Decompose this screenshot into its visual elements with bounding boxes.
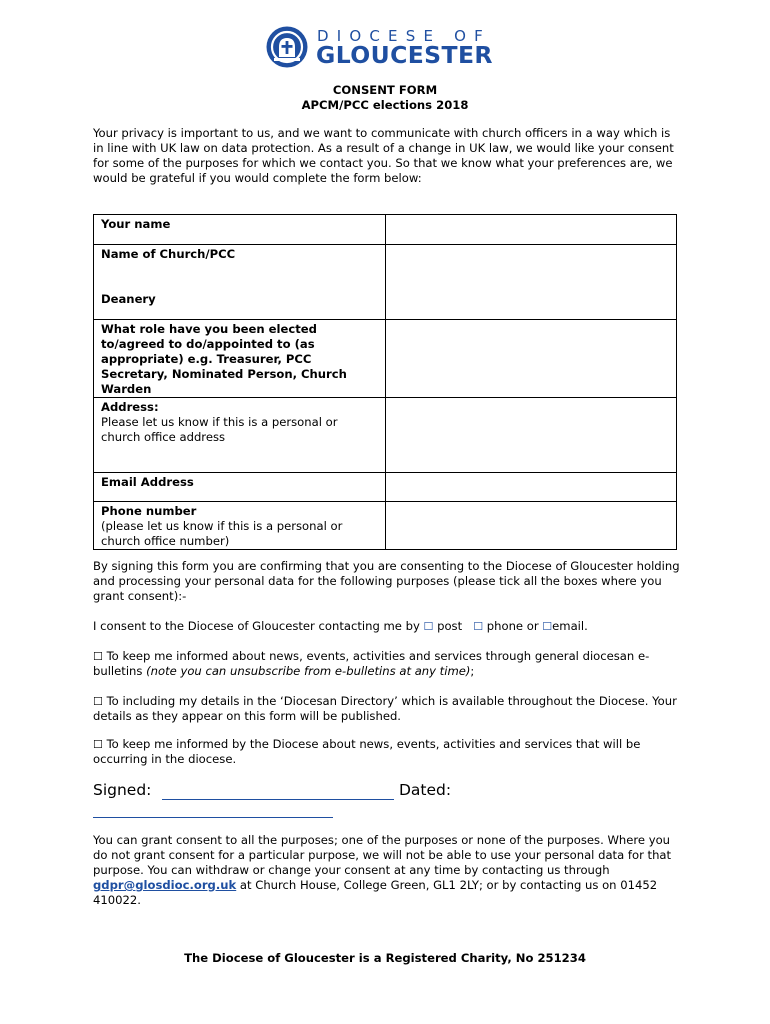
role-field[interactable] <box>386 320 677 398</box>
post-label: post <box>437 619 463 633</box>
church-deanery-label <box>94 245 386 320</box>
phone-note: (please let us know if this is a personal or church office number) <box>101 519 343 548</box>
news-note: (note you can unsubscribe from e-bulletins at any time) <box>146 664 471 678</box>
intro-paragraph: Your privacy is important to us, and we want to communicate with church officers in a way which is in line with UK law on data protection. As a result of a change in UK law, we would like your consent for some of the purposes for which we contact you. So that we know what your preferences are, we would be grateful if you would complete the form below: <box>93 126 674 185</box>
address-label-cell <box>94 398 386 473</box>
phone-label: Phone number <box>101 504 197 518</box>
closing-text-after: at Church House, College Green, GL1 2LY; or by contacting us on 01452 410022. <box>93 878 658 907</box>
diocese-news-checkbox[interactable]: ☐ <box>93 738 103 751</box>
your-name-label: Your name <box>94 215 386 245</box>
diocese-seal-icon <box>265 25 309 69</box>
charity-footer: The Diocese of Gloucester is a Registered Charity, No 251234 <box>184 951 586 965</box>
table-row <box>94 398 677 473</box>
table-row <box>94 473 677 502</box>
address-field[interactable] <box>386 398 677 473</box>
closing-text-before: You can grant consent to all the purposes; one of the purposes or none of the purposes. Where you do not grant consent for a particular purpose, we will not be able to use your personal data for that purpose. You can withdraw or change your consent at any time by contacting us through <box>93 833 672 877</box>
phone-checkbox[interactable]: ☐ <box>473 620 484 633</box>
directory-text: To including my details in the ‘Diocesan Directory’ which is available throughout the Diocese. Your details as they appear on this form will be published. <box>93 694 677 723</box>
phone-option-label: phone or <box>486 619 539 633</box>
table-row <box>94 502 677 550</box>
your-name-field[interactable] <box>386 215 677 245</box>
diocese-logo <box>265 24 515 72</box>
form-title: CONSENT FORM <box>332 83 438 97</box>
address-note: Please let us know if this is a personal or church office address <box>101 415 338 444</box>
date-line[interactable] <box>93 817 333 818</box>
option-diocese-news <box>93 737 683 767</box>
option-directory <box>93 694 683 724</box>
table-row <box>94 320 677 398</box>
consent-contact-prefix: I consent to the Diocese of Gloucester contacting me by <box>93 619 420 633</box>
signed-label: Signed: <box>93 781 152 799</box>
phone-label-cell <box>94 502 386 550</box>
personal-details-table <box>93 214 677 550</box>
email-checkbox[interactable]: ☐ <box>542 620 553 633</box>
role-label: What role have you been elected to/agreed to do/appointed to (as appropriate) e.g. Treasurer, PCC Secretary, Nominated Person, Church Warden <box>94 320 386 398</box>
post-checkbox[interactable]: ☐ <box>423 620 434 633</box>
email-option-label: email. <box>552 619 588 633</box>
email-label: Email Address <box>94 473 386 502</box>
church-label: Name of Church/PCC <box>101 247 236 261</box>
logo-text-gloucester: GLOUCESTER <box>316 41 493 69</box>
phone-field[interactable] <box>386 502 677 550</box>
email-field[interactable] <box>386 473 677 502</box>
diocese-news-text: To keep me informed by the Diocese about news, events, activities and services that will be occurring in the diocese. <box>93 737 641 766</box>
address-label: Address: <box>101 400 159 414</box>
gdpr-email-link[interactable]: gdpr@glosdioc.org.uk <box>93 878 237 892</box>
logo-text-diocese-of: DIOCESE OF <box>317 27 491 45</box>
signature-line[interactable] <box>162 799 394 800</box>
dated-label: Dated: <box>399 781 452 799</box>
news-checkbox[interactable]: ☐ <box>93 650 103 663</box>
news-text: To keep me informed about news, events, activities and services through general diocesan e-bulletins <box>93 649 650 678</box>
closing-paragraph <box>93 833 683 908</box>
table-row <box>94 215 677 245</box>
news-end: ; <box>470 664 475 678</box>
church-deanery-field[interactable] <box>386 245 677 320</box>
signing-statement: By signing this form you are confirming that you are consenting to the Diocese of Gloucester holding and processing your personal data for the following purposes (please tick all the boxes where you grant consent):- <box>93 559 680 603</box>
option-news-ebulletins <box>93 649 683 679</box>
consent-contact-line <box>93 619 683 634</box>
directory-checkbox[interactable]: ☐ <box>93 695 103 708</box>
deanery-label: Deanery <box>101 292 156 306</box>
table-row <box>94 245 677 320</box>
form-subtitle: APCM/PCC elections 2018 <box>301 98 469 112</box>
